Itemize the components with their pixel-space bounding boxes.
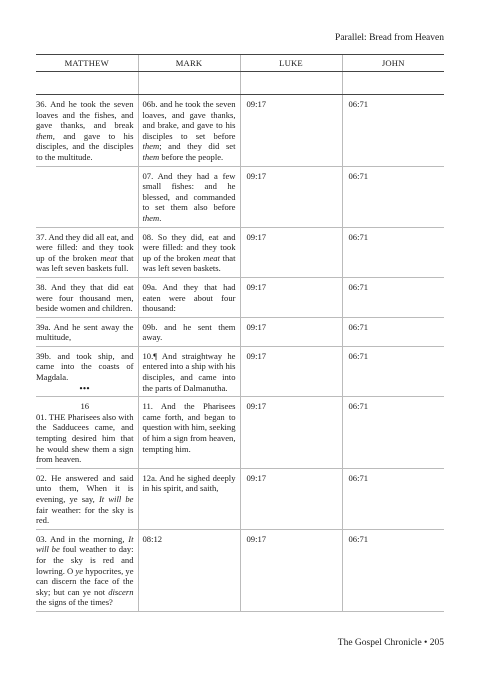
cell-luke: 09:17: [240, 166, 342, 227]
verse-row: [36, 166, 444, 227]
column-header-row: [36, 55, 444, 72]
verse-row: [36, 277, 444, 317]
cell-john: 06:71: [342, 95, 444, 167]
cell-luke: 09:17: [240, 277, 342, 317]
cell-john: 06:71: [342, 397, 444, 469]
cell-john: 06:71: [342, 166, 444, 227]
cell-luke: 09:17: [240, 346, 342, 396]
cell-matthew: 03. And in the morning, It will be foul weather to day: for the sky is red and lowring. O ye hypocrites, ye can discern the face of the sky; but can ye not discern the signs of the times?: [36, 529, 138, 611]
cell-luke: 09:17: [240, 317, 342, 346]
cell-matthew: 39a. And he sent away the multitude,: [36, 317, 138, 346]
page-footer: The Gospel Chronicle • 205: [337, 638, 444, 648]
spacer-cell: [36, 72, 138, 95]
cell-mark: 09a. And they that had eaten were about four thousand:: [138, 277, 240, 317]
column-header-mark: MARK: [138, 55, 240, 72]
cell-mark: 07. And they had a few small fishes: and he blessed, and commanded to set them also before them.: [138, 166, 240, 227]
cell-matthew: 39b. and took ship, and came into the coasts of Magdala. •••: [36, 346, 138, 396]
column-header-matthew: MATTHEW: [36, 55, 138, 72]
cell-mark: 11. And the Pharisees came forth, and began to question with him, seeking of him a sign from heaven, tempting him.: [138, 397, 240, 469]
cell-mark: 12a. And he sighed deeply in his spirit, and saith,: [138, 468, 240, 529]
parallel-table: [36, 54, 444, 612]
verse-row: [36, 397, 444, 469]
cell-luke: 09:17: [240, 468, 342, 529]
cell-luke: 09:17: [240, 95, 342, 167]
spacer-cell: [240, 72, 342, 95]
cell-matthew: 16 01. THE Pharisees also with the Sadducees came, and tempting desired him that he would shew them a sign from heaven.: [36, 397, 138, 469]
verse-row: [36, 317, 444, 346]
cell-luke: 09:17: [240, 529, 342, 611]
verse-row: [36, 346, 444, 396]
cell-matthew: [36, 166, 138, 227]
spacer-cell: [342, 72, 444, 95]
cell-matthew: 38. And they that did eat were four thousand men, beside women and children.: [36, 277, 138, 317]
verse-row: [36, 95, 444, 167]
cell-john: 06:71: [342, 277, 444, 317]
cell-mark: 08. So they did, eat and were filled: and they took up of the broken meat that was left seven baskets.: [138, 227, 240, 277]
cell-mark: 06b. and he took the seven loaves, and gave thanks, and brake, and gave to his disciples to set before them; and they did set them before the people.: [138, 95, 240, 167]
cell-luke: 09:17: [240, 227, 342, 277]
cell-luke: 09:17: [240, 397, 342, 469]
cell-john: 06:71: [342, 529, 444, 611]
cell-matthew: 37. And they did all eat, and were filled: and they took up of the broken meat that was left seven baskets full.: [36, 227, 138, 277]
cell-john: 06:71: [342, 468, 444, 529]
verse-row: [36, 529, 444, 611]
column-header-john: JOHN: [342, 55, 444, 72]
spacer-row: [36, 72, 444, 95]
verse-row: [36, 468, 444, 529]
spacer-cell: [138, 72, 240, 95]
cell-john: 06:71: [342, 346, 444, 396]
cell-mark: 10.¶ And straightway he entered into a ship with his disciples, and came into the parts of Dalmanutha.: [138, 346, 240, 396]
column-header-luke: LUKE: [240, 55, 342, 72]
cell-matthew: 02. He answered and said unto them, When it is evening, ye say, It will be fair weather: for the sky is red.: [36, 468, 138, 529]
cell-mark: 09b. and he sent them away.: [138, 317, 240, 346]
cell-john: 06:71: [342, 317, 444, 346]
verse-row: [36, 227, 444, 277]
page-header: Parallel: Bread from Heaven: [335, 33, 444, 43]
cell-john: 06:71: [342, 227, 444, 277]
cell-matthew: 36. And he took the seven loaves and the fishes, and gave thanks, and break them, and gave to his disciples, and the disciples to the multitude.: [36, 95, 138, 167]
cell-mark: 08:12: [138, 529, 240, 611]
